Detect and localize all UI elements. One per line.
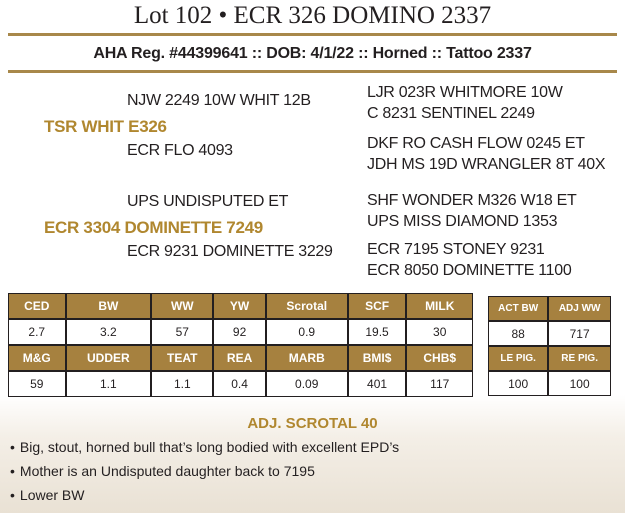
epd-value: 92 — [213, 319, 265, 345]
actual-value: 100 — [488, 371, 548, 396]
great-grandparent-6: UPS MISS DIAMOND 1353 — [367, 213, 558, 230]
title-divider-top — [8, 33, 617, 36]
actual-header: RE PIG. — [548, 346, 611, 371]
great-grandparent-7: ECR 7195 STONEY 9231 — [367, 241, 545, 258]
actual-measures-table — [488, 296, 611, 396]
epd-header: REA — [213, 345, 265, 371]
actual-header: LE PIG. — [488, 346, 548, 371]
epd-header: MILK — [406, 293, 473, 319]
comment-item: • Lower BW — [10, 487, 84, 503]
dam-name: ECR 3304 DOMINETTE 7249 — [44, 218, 263, 237]
epd-table — [8, 293, 473, 397]
epd-value: 57 — [151, 319, 213, 345]
epd-header: TEAT — [151, 345, 213, 371]
great-grandparent-3: DKF RO CASH FLOW 0245 ET — [367, 135, 585, 152]
great-grandparent-2: C 8231 SENTINEL 2249 — [367, 105, 535, 122]
epd-header: CHB$ — [406, 345, 473, 371]
great-grandparent-5: SHF WONDER M326 W18 ET — [367, 192, 577, 209]
epd-header: BMI$ — [348, 345, 407, 371]
actual-value: 717 — [548, 321, 611, 346]
epd-value: 30 — [406, 319, 473, 345]
sire-sire: NJW 2249 10W WHIT 12B — [127, 92, 311, 109]
epd-value: 0.4 — [213, 371, 265, 397]
sire-name: TSR WHIT E326 — [44, 117, 167, 136]
epd-header: MARB — [266, 345, 348, 371]
dam-sire: UPS UNDISPUTED ET — [127, 193, 289, 210]
epd-header: M&G — [8, 345, 66, 371]
great-grandparent-4: JDH MS 19D WRANGLER 8T 40X — [367, 156, 606, 173]
actual-header: ACT BW — [488, 296, 548, 321]
epd-value: 19.5 — [348, 319, 407, 345]
epd-value: 117 — [406, 371, 473, 397]
epd-header: CED — [8, 293, 66, 319]
epd-value: 1.1 — [151, 371, 213, 397]
epd-header: Scrotal — [266, 293, 348, 319]
epd-value: 2.7 — [8, 319, 66, 345]
actual-value: 88 — [488, 321, 548, 346]
comment-item: • Big, stout, horned bull that’s long bodied with excellent EPD’s — [10, 439, 399, 455]
epd-header: YW — [213, 293, 265, 319]
lot-title: Lot 102 • ECR 326 DOMINO 2337 — [133, 2, 492, 29]
adj-scrotal: ADJ. SCROTAL 40 — [247, 415, 378, 432]
epd-value: 0.09 — [266, 371, 348, 397]
actual-header: ADJ WW — [548, 296, 611, 321]
epd-value: 3.2 — [66, 319, 152, 345]
sire-dam: ECR FLO 4093 — [127, 142, 233, 159]
great-grandparent-1: LJR 023R WHITMORE 10W — [367, 84, 563, 101]
epd-header: SCF — [348, 293, 407, 319]
great-grandparent-8: ECR 8050 DOMINETTE 1100 — [367, 262, 572, 279]
actual-value: 100 — [548, 371, 611, 396]
epd-value: 1.1 — [66, 371, 152, 397]
epd-header: WW — [151, 293, 213, 319]
comment-item: • Mother is an Undisputed daughter back to 7195 — [10, 463, 315, 479]
epd-value: 0.9 — [266, 319, 348, 345]
registration-line: AHA Reg. #44399641 :: DOB: 4/1/22 :: Horned :: Tattoo 2337 — [93, 45, 532, 62]
epd-value: 401 — [348, 371, 407, 397]
epd-header: BW — [66, 293, 152, 319]
epd-value: 59 — [8, 371, 66, 397]
title-divider-bottom — [8, 70, 617, 73]
epd-header: UDDER — [66, 345, 152, 371]
dam-dam: ECR 9231 DOMINETTE 3229 — [127, 243, 333, 260]
